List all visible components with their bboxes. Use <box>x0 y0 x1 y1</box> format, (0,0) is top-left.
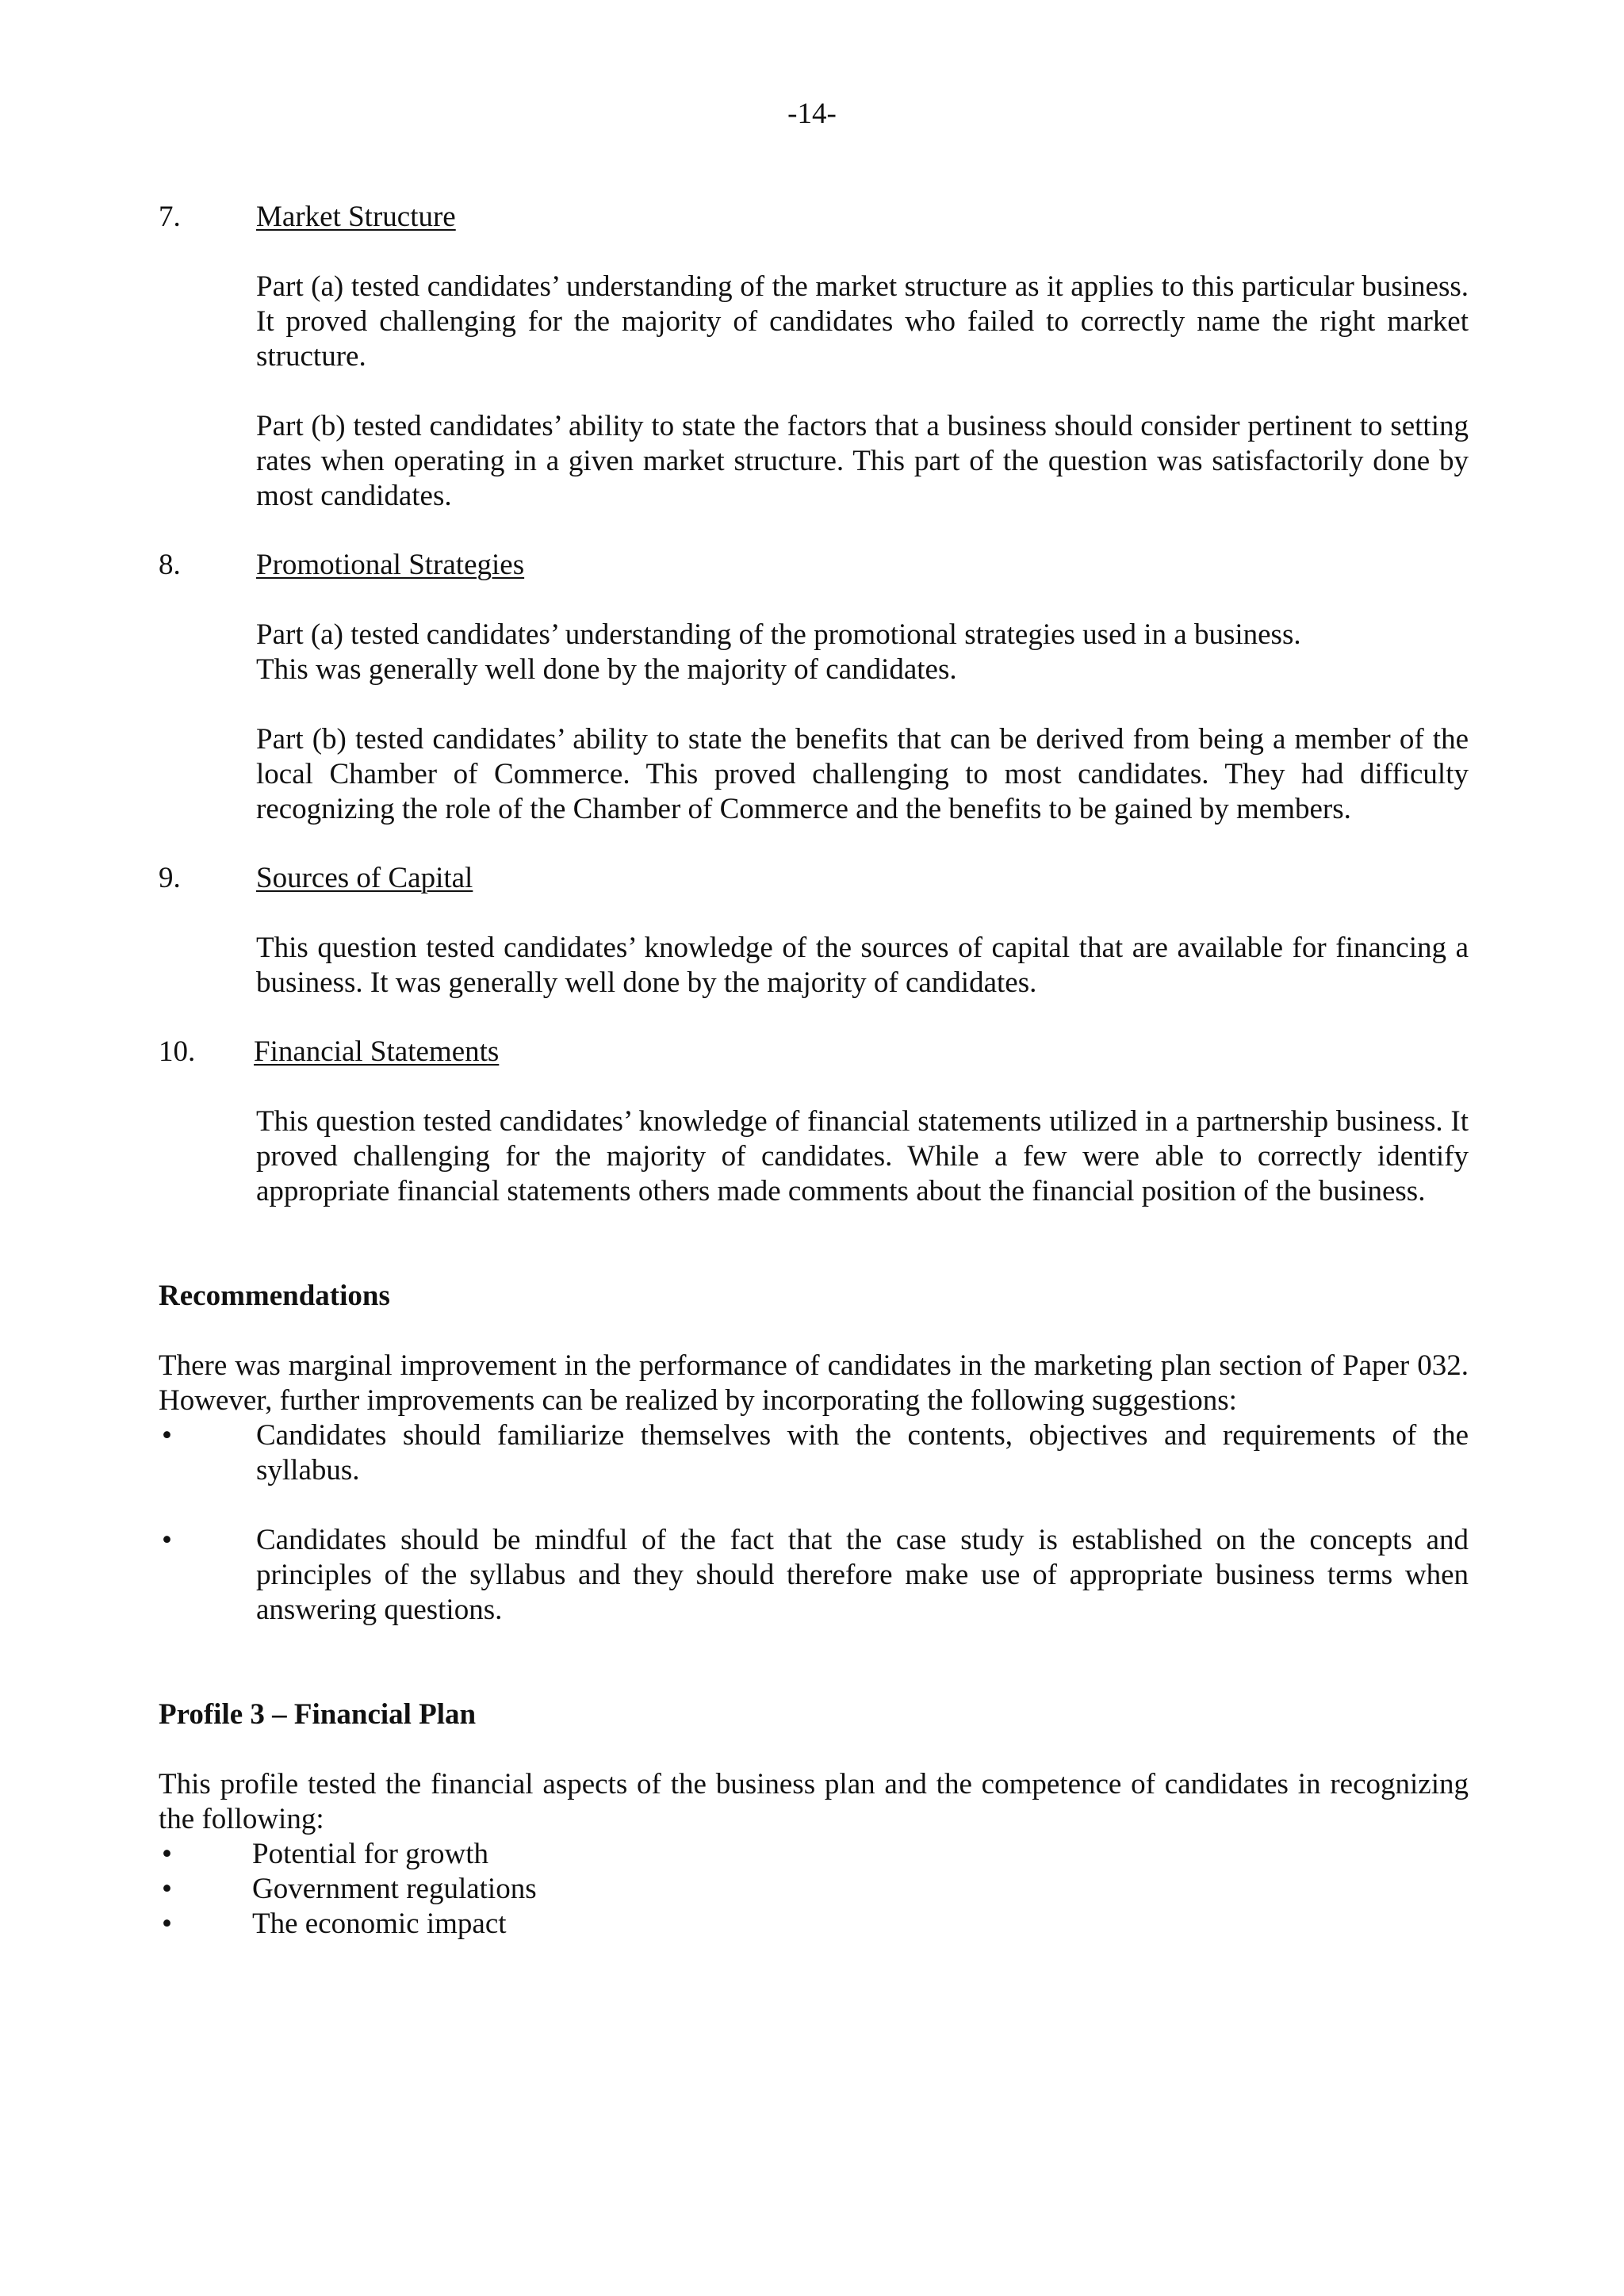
question-item-7 <box>159 200 1469 514</box>
question-paragraph: This question tested candidates’ knowledge of the sources of capital that are available for financing a business. It was generally well done by the majority of candidates. <box>256 932 1469 999</box>
question-title: Promotional Strategies <box>256 549 525 581</box>
bullet-icon: • <box>162 1524 172 1556</box>
section-intro: There was marginal improvement in the performance of candidates in the marketing plan section of Paper 032. However, further improvements can be realized by incorporating the following suggestions: <box>159 1349 1469 1417</box>
recommendations-list <box>159 1418 1469 1628</box>
question-title: Market Structure <box>256 201 456 233</box>
question-paragraph: This was generally well done by the majority of candidates. <box>256 653 957 686</box>
question-paragraph: Part (a) tested candidates’ understanding of the promotional strategies used in a business. <box>256 618 1301 651</box>
question-number: 8. <box>159 549 181 581</box>
list-item <box>159 1907 1469 1942</box>
question-heading <box>159 200 1469 235</box>
list-item-text: Candidates should familiarize themselves with the contents, objectives and requirements of the syllabus. <box>256 1419 1469 1487</box>
question-number: 7. <box>159 201 181 233</box>
bullet-icon: • <box>162 1908 172 1940</box>
list-item <box>159 1418 1469 1488</box>
bullet-icon: • <box>162 1838 172 1870</box>
list-item <box>159 1523 1469 1628</box>
list-item-text: Candidates should be mindful of the fact that the case study is established on the concepts and principles of the syllabus and they should therefore make use of appropriate business terms when answering questions. <box>256 1524 1469 1626</box>
section-heading: Profile 3 – Financial Plan <box>159 1698 477 1731</box>
question-paragraph: Part (a) tested candidates’ understanding of the market structure as it applies to this particular business. It proved challenging for the majority of candidates who failed to correctly name the right market structure. <box>256 270 1469 373</box>
profile-list <box>159 1837 1469 1942</box>
list-item <box>159 1837 1469 1872</box>
list-item-text: Government regulations <box>252 1873 537 1905</box>
question-item-9 <box>159 861 1469 1001</box>
list-item-text: Potential for growth <box>252 1838 489 1870</box>
list-item <box>159 1872 1469 1907</box>
question-heading <box>159 861 1469 896</box>
question-heading <box>159 1035 1469 1070</box>
question-title: Sources of Capital <box>256 862 473 894</box>
question-paragraph: Part (b) tested candidates’ ability to state the benefits that can be derived from being a member of the local Chamber of Commerce. This proved challenging to most candidates. They had difficulty recognizing the role of the Chamber of Commerce and the benefits to be gained by members. <box>256 723 1469 825</box>
page-content <box>159 200 1469 1942</box>
question-paragraph: This question tested candidates’ knowledge of financial statements utilized in a partnership business. It proved challenging for the majority of candidates. While a few were able to correctly identify appropriate financial statements others made comments about the financial position of the business. <box>256 1105 1469 1207</box>
profile-section <box>159 1697 1469 1942</box>
section-intro: This profile tested the financial aspects of the business plan and the competence of candidates in recognizing the following: <box>159 1768 1469 1835</box>
question-number: 10. <box>159 1035 196 1068</box>
page-number: -14- <box>787 98 837 130</box>
question-title: Financial Statements <box>254 1035 500 1068</box>
question-item-8 <box>159 548 1469 827</box>
recommendations-section <box>159 1279 1469 1628</box>
question-paragraph: Part (b) tested candidates’ ability to state the factors that a business should consider pertinent to setting rates when operating in a given market structure. This part of the question was satisfactorily done by most candidates. <box>256 410 1469 512</box>
section-heading: Recommendations <box>159 1280 390 1312</box>
bullet-icon: • <box>162 1873 172 1905</box>
list-item-text: The economic impact <box>252 1908 507 1940</box>
question-item-10 <box>159 1035 1469 1209</box>
question-number: 9. <box>159 862 181 894</box>
question-heading <box>159 548 1469 583</box>
bullet-icon: • <box>162 1419 172 1452</box>
